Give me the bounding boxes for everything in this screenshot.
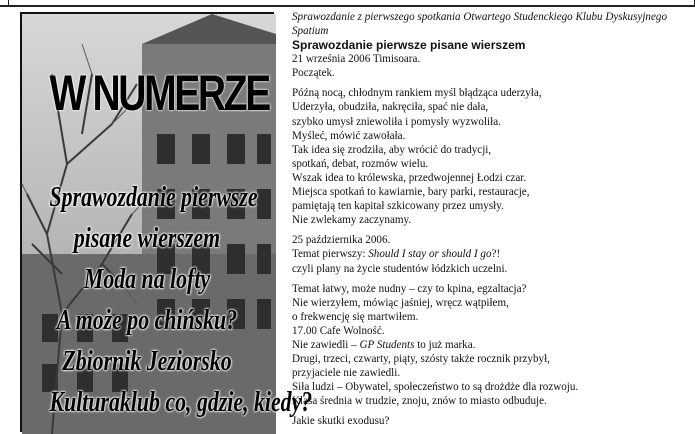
poem-line: Drugi, trzeci, czwarty, piąty, szósty także rocznik przybył, (292, 353, 550, 366)
poem-line: Wszak idea to królewska, przedwojennej Łodzi czar. (292, 171, 527, 184)
poem-line: Klasa średnia w trudzie, znoju, znów to miasto odbuduje. (292, 395, 547, 408)
cover-item: Sprawozdanie pierwsze (49, 182, 258, 213)
cover-item: Zbiornik Jeziorsko (62, 346, 232, 377)
poem-line: przyjaciele nie zawiedli. (292, 367, 401, 380)
poem-line: Miejsca spotkań to kawiarnie, bary parki, restauracje, (292, 186, 530, 199)
poem-line: pamiętają ten kapitał szkicowany przez umysły. (292, 200, 504, 213)
poem-line: spotkań, debat, rozmów wielu. (292, 157, 429, 170)
gp-prefix: Nie zawiedli – (292, 338, 360, 351)
poem-line: Nie wierzyłem, mówiąc jaśniej, wręcz wątpiłem, (292, 296, 509, 309)
cover-headline: W NUMERZE (49, 65, 269, 121)
top-border-edge (8, 0, 695, 6)
cover-item: pisane wierszem (73, 223, 221, 254)
article-intro: Sprawozdanie z pierwszego spotkania Otwartego Studenckiego Klubu Dyskusyjnego Spatium (292, 11, 667, 38)
poem-line: szybko umysł zniewoliła i pomysły wyzwoliła. (292, 115, 501, 128)
cover-item: A może po chińsku? (56, 305, 238, 336)
poem-line: Siła ludzi – Obywatel, społeczeństwo to są drożdże dla rozwoju. (292, 381, 579, 394)
poem-line: Uderzyła, obudziła, nakręciła, spać nie dała, (292, 101, 489, 114)
top-border (0, 0, 695, 7)
poem-line: Późną nocą, chłodnym rankiem myśl błądząca uderzyła, (292, 87, 542, 100)
cover-item: Moda na lofty (83, 264, 211, 295)
poem-line: 17.00 Cafe Wolność. (292, 324, 385, 337)
poem-line: Myśleć, mówić zawołała. (292, 129, 406, 142)
article-title: Sprawozdanie pierwsze pisane wierszem (292, 38, 526, 53)
poem-line: Tak idea się zrodziła, aby wrócić do tradycji, (292, 143, 492, 156)
gp-suffix: to już marka. (414, 338, 476, 351)
topic-prefix: Temat pierwszy: (292, 248, 369, 261)
poem-line: Nie zwlekamy zaczynamy. (292, 214, 412, 227)
poem-line: o frekwencję się martwiłem. (292, 310, 419, 323)
article-date2: 25 października 2006. (292, 234, 391, 247)
article-gp-line (292, 338, 692, 352)
cover-items (22, 177, 313, 423)
article-topic (292, 247, 692, 261)
gp-italic: GP Students (359, 338, 415, 351)
cover-panel (20, 12, 313, 432)
article (292, 10, 692, 429)
article-question: Jakie skutki exodusu? (292, 415, 390, 428)
topic-italic: Should I stay or should I go (368, 248, 492, 261)
poem-line: Temat łatwy, może nudny – czy to kpina, egzaltacja? (292, 282, 527, 295)
article-start: Początek. (292, 67, 335, 80)
topic-suffix: ?! (491, 248, 501, 261)
cover-item: Kulturaklub co, gdzie, kiedy? (49, 387, 313, 418)
article-topic-line2: czyli plany na życie studentów łódzkich uczelni. (292, 262, 508, 275)
article-date-line: 21 września 2006 Timisoara. (292, 53, 421, 66)
